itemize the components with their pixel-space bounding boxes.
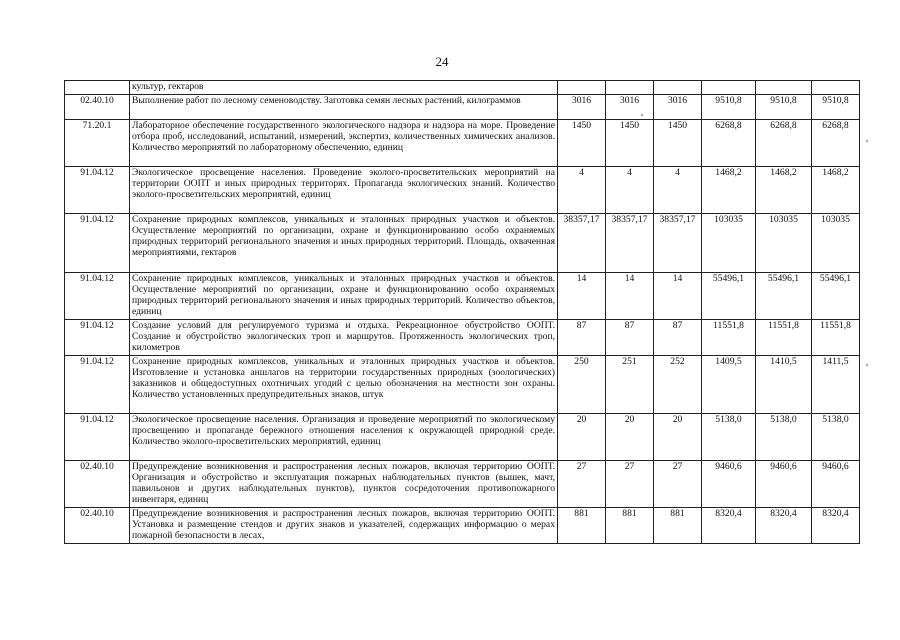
cost-cell-1: 1409,5	[702, 356, 756, 414]
cost-cell-2: 8320,4	[756, 508, 812, 544]
table-row	[65, 167, 860, 214]
cost-cell-2: 9510,8	[756, 95, 812, 120]
cost-cell-2	[756, 81, 812, 95]
cost-cell-3: 11551,8	[812, 320, 860, 356]
description-cell: Предупреждение возникновения и распространения лесных пожаров, включая территорию ООПТ. Установка и размещение стендов и других знаков и указателей, содержащих информацию о мерах пожарной безопасности в лесах,	[130, 508, 558, 544]
volume-cell-3: 3016	[654, 95, 702, 120]
table-row	[65, 273, 860, 320]
cost-cell-1: 9460,6	[702, 461, 756, 508]
cost-cell-3	[812, 81, 860, 95]
scan-speck	[866, 364, 868, 366]
cost-cell-3: 5138,0	[812, 414, 860, 461]
table-row	[65, 81, 860, 95]
cost-cell-2: 5138,0	[756, 414, 812, 461]
volume-cell-3: 87	[654, 320, 702, 356]
table-row	[65, 356, 860, 414]
volume-cell-2: 4	[606, 167, 654, 214]
cost-cell-1: 5138,0	[702, 414, 756, 461]
volume-cell-1: 1450	[558, 120, 606, 167]
description-cell: Предупреждение возникновения и распространения лесных пожаров, включая территорию ООПТ. Организация и обустройство и эксплуатация пожарных наблюдательных пунктов (вышек, мачт, павильонов и других наблюдательных пунктов), пунктов сосредоточения противопожарного инвентаря, единиц	[130, 461, 558, 508]
table-row	[65, 414, 860, 461]
cost-cell-3: 9510,8	[812, 95, 860, 120]
volume-cell-2	[606, 81, 654, 95]
cost-cell-2: 6268,8	[756, 120, 812, 167]
table-row	[65, 214, 860, 273]
volume-cell-2: 881	[606, 508, 654, 544]
cost-cell-3: 103035	[812, 214, 860, 273]
cost-cell-1: 9510,8	[702, 95, 756, 120]
okved-code-cell: 91.04.12	[65, 414, 130, 461]
cost-cell-3: 55496,1	[812, 273, 860, 320]
description-cell: Сохранение природных комплексов, уникальных и эталонных природных участков и объектов. Осуществление мероприятий по организации, охране и функционированию особо охраняемых природных территорий регионального значения и иных природных территорий. Количество объектов, единиц	[130, 273, 558, 320]
table-row	[65, 320, 860, 356]
okved-code-cell: 91.04.12	[65, 167, 130, 214]
description-cell: Лабораторное обеспечение государственного экологического надзора и надзора на море. Проведение отбора проб, исследований, испытаний, измерений, экспертиз, количественных химических анализов. Количество мероприятий по лабораторному обеспечению, единиц	[130, 120, 558, 167]
description-cell: Сохранение природных комплексов, уникальных и эталонных природных участков и объектов. Изготовление и установка аншлагов на территории государственных природных (зоологических) заказников и общедоступных охотничьих угодий с целью обозначения на местности зон охраны. Количество установленных предупредительных знаков, штук	[130, 356, 558, 414]
activity-table	[64, 80, 860, 544]
volume-cell-1: 3016	[558, 95, 606, 120]
volume-cell-3: 14	[654, 273, 702, 320]
volume-cell-2: 3016	[606, 95, 654, 120]
volume-cell-2: 14	[606, 273, 654, 320]
scan-speck	[641, 114, 643, 116]
cost-cell-2: 11551,8	[756, 320, 812, 356]
volume-cell-1: 38357,17	[558, 214, 606, 273]
cost-cell-3: 1411,5	[812, 356, 860, 414]
cost-cell-1: 6268,8	[702, 120, 756, 167]
table-row	[65, 120, 860, 167]
okved-code-cell: 71.20.1	[65, 120, 130, 167]
volume-cell-3: 4	[654, 167, 702, 214]
description-cell: культур, гектаров	[130, 81, 558, 95]
volume-cell-1: 881	[558, 508, 606, 544]
cost-cell-1: 8320,4	[702, 508, 756, 544]
description-cell: Создание условий для регулируемого туризма и отдыха. Рекреационное обустройство ООПТ. Создание и обустройство экологических троп и маршрутов. Протяженность экологических троп, километров	[130, 320, 558, 356]
volume-cell-3: 881	[654, 508, 702, 544]
table-row	[65, 95, 860, 120]
page-number: 24	[435, 54, 449, 69]
volume-cell-1: 14	[558, 273, 606, 320]
cost-cell-3: 6268,8	[812, 120, 860, 167]
description-cell: Экологическое просвещение населения. Проведение эколого-просветительских мероприятий на территории ООПТ и иных природных территорях. Пропаганда экологических знаний. Количество эколого-просветительских мероприятий, единиц	[130, 167, 558, 214]
volume-cell-1: 20	[558, 414, 606, 461]
okved-code-cell	[65, 81, 130, 95]
okved-code-cell: 91.04.12	[65, 320, 130, 356]
okved-code-cell: 02.40.10	[65, 461, 130, 508]
volume-cell-1	[558, 81, 606, 95]
description-cell: Экологическое просвещение населения. Организация и проведение мероприятий по экологическому просвещению и пропаганде бережного отношения населения к окружающей природной среде. Количество эколого-просветительских мероприятий, единиц	[130, 414, 558, 461]
volume-cell-2: 87	[606, 320, 654, 356]
cost-cell-3: 8320,4	[812, 508, 860, 544]
table-row	[65, 461, 860, 508]
cost-cell-2: 1410,5	[756, 356, 812, 414]
table-row	[65, 508, 860, 544]
cost-cell-2: 9460,6	[756, 461, 812, 508]
cost-cell-3: 9460,6	[812, 461, 860, 508]
volume-cell-1: 27	[558, 461, 606, 508]
okved-code-cell: 91.04.12	[65, 356, 130, 414]
cost-cell-1: 11551,8	[702, 320, 756, 356]
volume-cell-3: 27	[654, 461, 702, 508]
volume-cell-3: 252	[654, 356, 702, 414]
cost-cell-2: 1468,2	[756, 167, 812, 214]
volume-cell-3: 38357,17	[654, 214, 702, 273]
volume-cell-2: 27	[606, 461, 654, 508]
cost-cell-2: 55496,1	[756, 273, 812, 320]
okved-code-cell: 02.40.10	[65, 95, 130, 120]
volume-cell-1: 4	[558, 167, 606, 214]
volume-cell-1: 250	[558, 356, 606, 414]
volume-cell-3: 1450	[654, 120, 702, 167]
cost-cell-1	[702, 81, 756, 95]
description-cell: Выполнение работ по лесному семеноводству. Заготовка семян лесных растений, килограммов	[130, 95, 558, 120]
cost-cell-3: 1468,2	[812, 167, 860, 214]
volume-cell-3: 20	[654, 414, 702, 461]
cost-cell-1: 1468,2	[702, 167, 756, 214]
volume-cell-2: 20	[606, 414, 654, 461]
cost-cell-1: 103035	[702, 214, 756, 273]
description-cell: Сохранение природных комплексов, уникальных и эталонных природных участков и объектов. Осуществление мероприятий по организации, охране и функционированию особо охраняемых природных территорий регионального значения и иных природных территорий. Площадь, охваченная мероприятиями, гектаров	[130, 214, 558, 273]
volume-cell-2: 1450	[606, 120, 654, 167]
cost-cell-2: 103035	[756, 214, 812, 273]
volume-cell-2: 251	[606, 356, 654, 414]
okved-code-cell: 91.04.12	[65, 273, 130, 320]
volume-cell-1: 87	[558, 320, 606, 356]
okved-code-cell: 91.04.12	[65, 214, 130, 273]
volume-cell-3	[654, 81, 702, 95]
okved-code-cell: 02.40.10	[65, 508, 130, 544]
cost-cell-1: 55496,1	[702, 273, 756, 320]
volume-cell-2: 38357,17	[606, 214, 654, 273]
scan-speck	[866, 140, 868, 142]
